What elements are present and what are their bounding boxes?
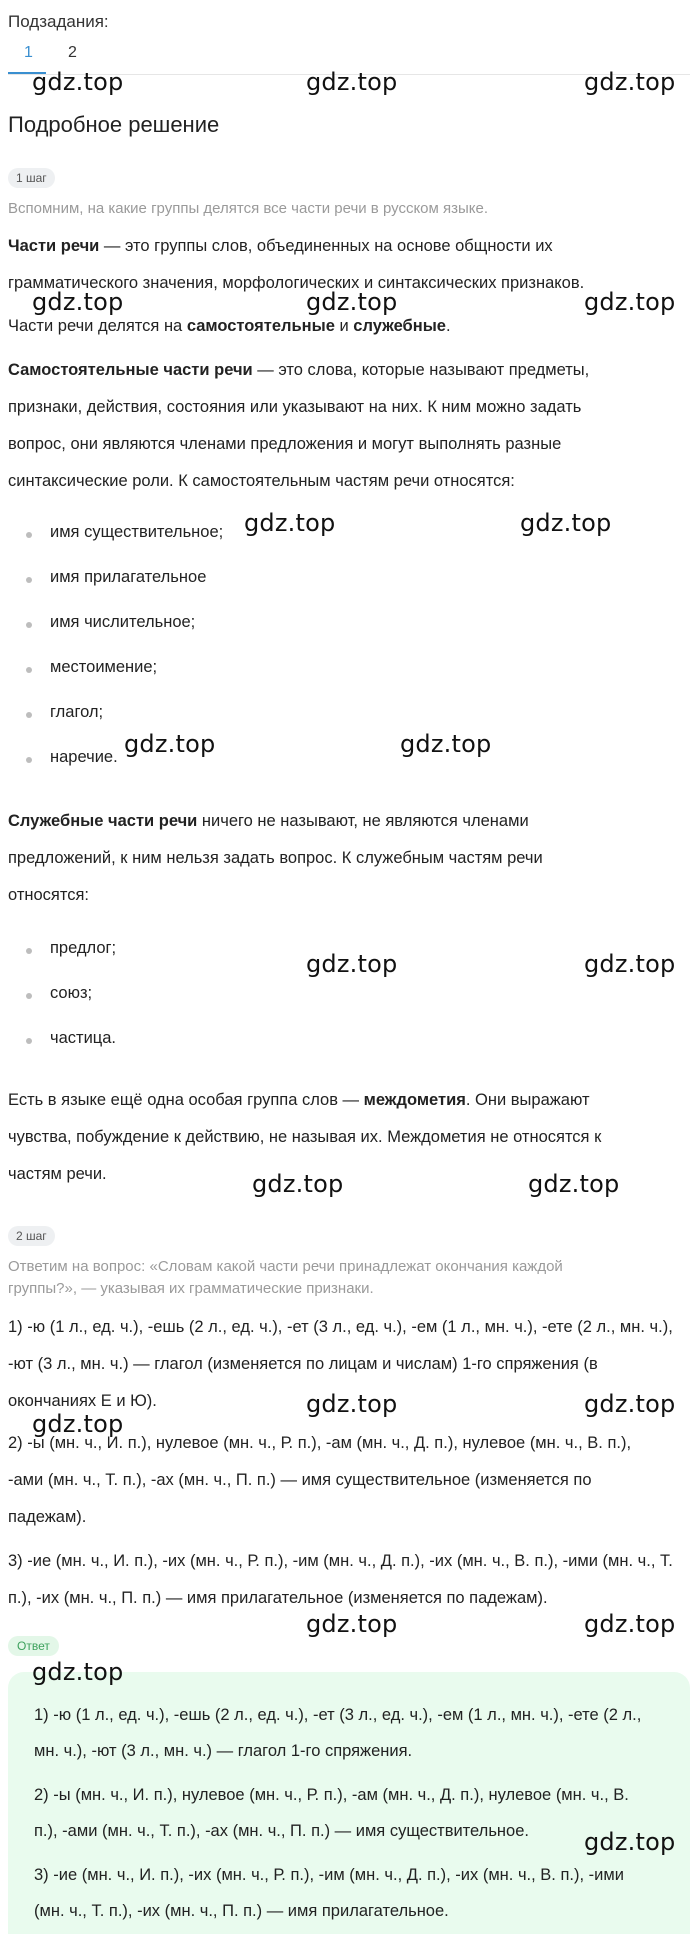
step-1-intro: Вспомним, на какие группы делятся все части речи в русском языке. bbox=[8, 200, 489, 217]
watermark: gdz.top bbox=[32, 1410, 124, 1438]
group-3-text: 3) -ие (мн. ч., И. п.), -их (мн. ч., Р. п.), -им (мн. ч., Д. п.), -их (мн. ч., В. п.), -ими (мн. ч., Т. п.), -их (мн. ч., П. п.) — имя прилагательное (изменяется по падежам). bbox=[8, 1552, 673, 1607]
watermark: gdz.top bbox=[252, 1170, 344, 1198]
bullet-icon bbox=[26, 622, 32, 628]
list-item: имя прилагательное bbox=[50, 568, 207, 586]
list-item: предлог; bbox=[50, 939, 117, 957]
bullet-icon bbox=[26, 993, 32, 999]
list-item: союз; bbox=[50, 984, 93, 1002]
answer-1: 1) -ю (1 л., ед. ч.), -ешь (2 л., ед. ч.), -ет (3 л., ед. ч.), -ем (1 л., мн. ч.), -ете (2 л., мн. ч.), -ют (3 л., мн. ч.) — глагол 1-го спряжения. bbox=[34, 1706, 642, 1760]
parts-definition: Части речи — это группы слов, объединенных на основе общности их грамматического значения, морфологических и синтаксических признаков. bbox=[8, 237, 585, 292]
watermark: gdz.top bbox=[520, 509, 612, 537]
watermark: gdz.top bbox=[584, 1828, 676, 1856]
list-item: местоимение; bbox=[50, 658, 158, 676]
step-2-intro: Ответим на вопрос: «Словам какой части речи принадлежат окончания каждой группы?», — указывая их грамматические признаки. bbox=[8, 1258, 563, 1297]
watermark: gdz.top bbox=[32, 288, 124, 316]
watermark: gdz.top bbox=[306, 950, 398, 978]
step-2-badge: 2 шаг bbox=[8, 1226, 55, 1246]
watermark: gdz.top bbox=[584, 68, 676, 96]
watermark: gdz.top bbox=[584, 1610, 676, 1638]
watermark: gdz.top bbox=[400, 730, 492, 758]
bullet-icon bbox=[26, 948, 32, 954]
bullet-icon bbox=[26, 712, 32, 718]
list-item: частица. bbox=[50, 1029, 117, 1047]
bullet-icon bbox=[26, 532, 32, 538]
watermark: gdz.top bbox=[306, 1610, 398, 1638]
group-1-text: 1) -ю (1 л., ед. ч.), -ешь (2 л., ед. ч.), -ет (3 л., ед. ч.), -ем (1 л., мн. ч.), -ете (2 л., мн. ч.), -ют (3 л., мн. ч.) — глагол (изменяется по лицам и числам) 1-го спряжения (в окончаниях Е и Ю). bbox=[8, 1318, 673, 1410]
watermark: gdz.top bbox=[306, 288, 398, 316]
answer-3: 3) -ие (мн. ч., И. п.), -их (мн. ч., Р. п.), -им (мн. ч., Д. п.), -их (мн. ч., В. п.), -ими (мн. ч., Т. п.), -их (мн. ч., П. п.) — имя прилагательное. bbox=[34, 1866, 624, 1920]
watermark: gdz.top bbox=[32, 1658, 124, 1686]
subtasks-label: Подзадания: bbox=[8, 12, 109, 31]
watermark: gdz.top bbox=[32, 68, 124, 96]
independent-definition: Самостоятельные части речи — это слова, которые называют предметы, признаки, действия, состояния или указывают на них. К ним можно задать вопрос, они являются членами предложения и могут выполнять разные синтаксические роли. К самостоятельным частям речи относятся: bbox=[8, 361, 590, 490]
answer-badge: Ответ bbox=[8, 1636, 59, 1656]
watermark: gdz.top bbox=[584, 288, 676, 316]
bullet-icon bbox=[26, 667, 32, 673]
list-item: наречие. bbox=[50, 748, 118, 766]
parts-term: Части речи bbox=[8, 237, 100, 255]
watermark: gdz.top bbox=[584, 950, 676, 978]
bullet-icon bbox=[26, 757, 32, 763]
watermark: gdz.top bbox=[584, 1390, 676, 1418]
bullet-icon bbox=[26, 577, 32, 583]
list-item: имя числительное; bbox=[50, 613, 196, 631]
list-item: глагол; bbox=[50, 703, 104, 721]
step-1-badge: 1 шаг bbox=[8, 168, 55, 188]
subtask-tab-2[interactable]: 2 bbox=[68, 44, 77, 61]
watermark: gdz.top bbox=[528, 1170, 620, 1198]
answer-2: 2) -ы (мн. ч., И. п.), нулевое (мн. ч., Р. п.), -ам (мн. ч., Д. п.), нулевое (мн. ч., В. п.), -ами (мн. ч., Т. п.), -ах (мн. ч., П. п.) — имя существительное. bbox=[34, 1786, 629, 1840]
bullet-icon bbox=[26, 1038, 32, 1044]
watermark: gdz.top bbox=[244, 509, 336, 537]
subtask-tab-1[interactable]: 1 bbox=[24, 44, 33, 61]
page-title: Подробное решение bbox=[8, 112, 220, 137]
list-item: имя существительное; bbox=[50, 523, 224, 541]
watermark: gdz.top bbox=[306, 68, 398, 96]
group-2-text: 2) -ы (мн. ч., И. п.), нулевое (мн. ч., Р. п.), -ам (мн. ч., Д. п.), нулевое (мн. ч., В. п.), -ами (мн. ч., Т. п.), -ах (мн. ч., П. п.) — имя существительное (изменяется по падежам). bbox=[8, 1434, 632, 1526]
interjections-text: Есть в языке ещё одна особая группа слов — междометия. Они выражают чувства, побуждение к действию, не называя их. Междометия не относятся к частям речи. bbox=[8, 1091, 602, 1183]
parts-split: Части речи делятся на самостоятельные и служебные. bbox=[8, 317, 451, 335]
watermark: gdz.top bbox=[306, 1390, 398, 1418]
watermark: gdz.top bbox=[124, 730, 216, 758]
function-words-definition: Служебные части речи ничего не называют, не являются членами предложений, к ним нельзя задать вопрос. К служебным частям речи относятся: bbox=[8, 812, 543, 904]
